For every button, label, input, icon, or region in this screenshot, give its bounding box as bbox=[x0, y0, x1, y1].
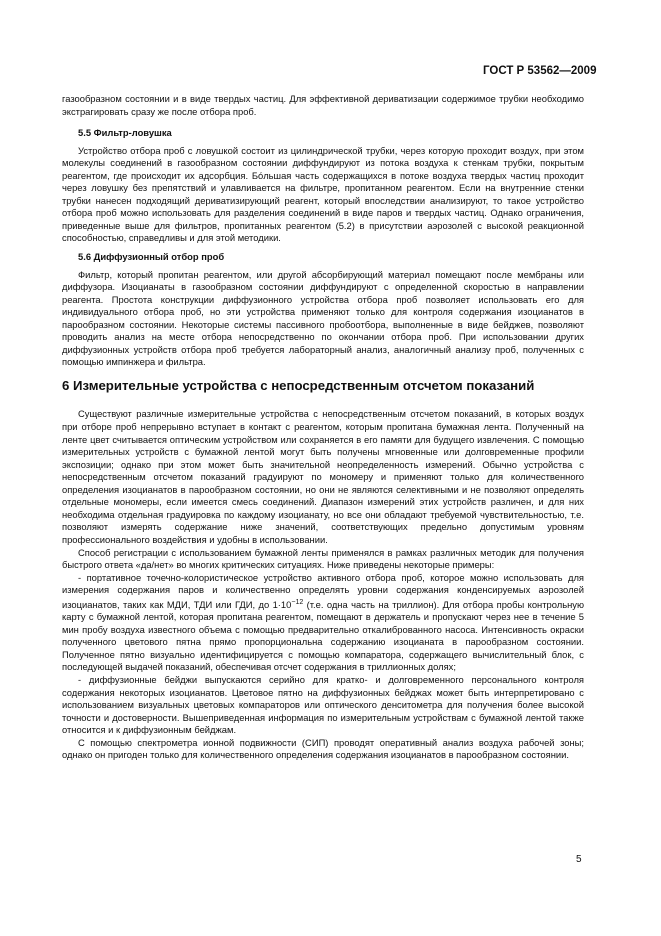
section-5-5-heading: 5.5 Фильтр-ловушка bbox=[78, 127, 172, 139]
list-item-1-text-b: (т.е. одна часть на триллион). Для отбора пробы контрольную карту с бумажной лентой, которая пропитана реагентом, помещают в держатель и пропускают через нее в течение 5 мин пробу воздуха известного объема с помощью предварительно откалиброванного насоса. Интенсивность окраски полученного цветового пятна прямо пропорциональна содержанию изоцианата в парообразном состоянии. Полученное пятно визуально идентифицируется с помощью компаратора, содержащего вычислительный блок, с последующей выдачей показаний, обеспечивая отсчет содержания в триллионных долях; bbox=[62, 598, 584, 673]
section-6-paragraph-2: Способ регистрации с использованием бумажной ленты применялся в рамках различных методик для получения быстрого ответа «да/нет» во многих критических ситуациях. Ниже приведены некоторые примеры: bbox=[62, 546, 584, 571]
list-item-1-text-a: - портативное точечно-колористическое устройство активного отбора проб, которое можно использовать для измерения содержания паров и количественно определять уровни содержания конденсируемых аэрозолей изоцианатов, таких как МДИ, ТДИ или ГДИ, до 1·10 bbox=[62, 571, 584, 610]
list-item-diffusion-badges: - диффузионные бейджи выпускаются серийно для кратко- и долговременного персонального контроля содержания некоторых изоцианатов. Цветовое пятно на диффузионных бейджах может быть интерпретировано с использованием визуальных цветовых компараторов или оптического денситометра для получения более высокой точности и достоверности. Вышеприведенная информация по измерительным устройствам с бумажной лентой также относится и к диффузионным бейджам. bbox=[62, 673, 584, 736]
section-5-6-heading: 5.6 Диффузионный отбор проб bbox=[78, 251, 225, 263]
section-5-5-text: Устройство отбора проб с ловушкой состоит из цилиндрической трубки, через которую проходит воздух, при этом молекулы соединений в газообразном состоянии диффундируют из потока воздуха к стенкам трубки, покрытым реагентом, где происходит их адсорбция. Бо́льшая часть содержащихся в потоке воздуха твердых частиц проходит через ловушку без препятствий и улавливается на фильтре, пропитанном реагентом. Если на внутренние стенки трубки нанесен подходящий дериватизирующий реагент, который впоследствии анализируют, то такое устройство отбора проб можно использовать для разделения соединений в виде паров и твердых частиц. Однако ограничения, приведенные выше для фильтров, пропитанных реагентом (5.2) в присутствии аэрозолей с высокой реакционной способностью, справедливы и для этой методики. bbox=[62, 144, 584, 244]
section-6-paragraph-3: С помощью спектрометра ионной подвижности (СИП) проводят оперативный анализ воздуха рабочей зоны; однако он пригоден только для количественного определения содержания изоцианатов в парообразном состоянии. bbox=[62, 736, 584, 761]
section-6-heading: 6 Измерительные устройства с непосредственным отсчетом показаний bbox=[62, 377, 535, 393]
intro-paragraph: газообразном состоянии и в виде твердых частиц. Для эффективной дериватизации содержимое трубки необходимо экстрагировать сразу же после отбора проб. bbox=[62, 93, 584, 117]
list-item-portable-device bbox=[62, 572, 584, 674]
section-6-paragraph-1: Существуют различные измерительные устройства с непосредственным отсчетом показаний, в которых воздух при отборе проб непрерывно вступает в контакт с реагентом, которым пропитана бумажная лента. Полученный на ленте цвет считывается оптическим устройством или сохраняется в его памяти для будущего извлечения. С помощью измерительных устройств с бумажной лентой могут быть получены мгновенные или долговременные профили экспозиции; однако при этом может быть значительной неопределенность измерений. Обычно устройства с непосредственным отсчетом показаний градуируют по мономеру и применяют только для количественного определения изоцианатов в парообразном состоянии, но они не являются селективными и не позволяют определять отдельные мономеры, если имеется смесь соединений. Диапазон измерений этих устройств различен, и для них необходима отдельная градуировка по каждому изоцианату, но все они обладают требуемой чувствительностью, т.е. позволяют измерять содержание ниже значений, соответствующих предельно допустимым уровням профессионального воздействия и удобны в использовании. bbox=[62, 408, 584, 545]
section-5-6-text: Фильтр, который пропитан реагентом, или другой абсорбирующий материал помещают после мембраны или диффузора. Изоцианаты в газообразном состоянии диффундируют с определенной скоростью в направлении реагента. Простота конструкции диффузионного устройства отбора проб позволяет использовать его для индивидуального отбора проб, но эти устройства применяют только для контроля содержания изоцианатов в парообразном состоянии. Некоторые системы пассивного пробоотбора, выполненные в виде бейджев, позволяют проводить анализ на месте отбора непосредственно по окончании отбора проб. При использовании других диффузионных устройств отбора проб требуется лабораторный анализ, аналогичный анализу проб, полученных с помощью импинжера и фильтра. bbox=[62, 268, 584, 368]
list-item-1-superscript: −12 bbox=[291, 598, 304, 606]
document-body bbox=[62, 93, 584, 762]
page-header-title: ГОСТ Р 53562—2009 bbox=[483, 65, 597, 77]
page-number: 5 bbox=[576, 854, 582, 865]
